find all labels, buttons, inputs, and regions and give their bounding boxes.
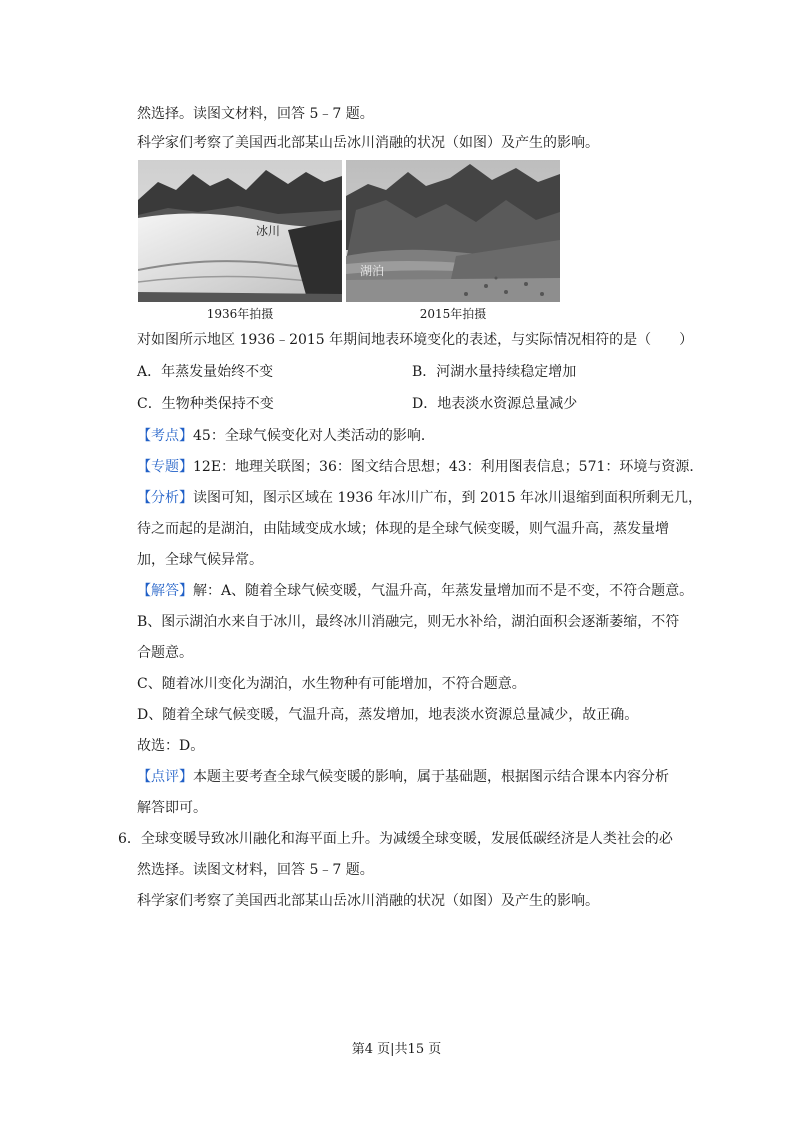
- dianping-line-1: [137, 767, 669, 787]
- jieda-line-1: [137, 581, 693, 601]
- intro-line-2: 科学家们考察了美国西北部某山岳冰川消融的状况（如图）及产生的影响。: [137, 135, 599, 151]
- fenxi-text-1: 读图可知，图示区域在 1936 年冰川广布，到 2015 年冰川退缩到面积所剩无几，: [193, 490, 703, 506]
- jieda-line-6: 故选：D。: [137, 738, 205, 754]
- option-c: C．生物种类保持不变: [137, 396, 274, 412]
- question-stem: 对如图所示地区 1936﹣2015 年期间地表环境变化的表述，与实际情况相符的是（ ）: [137, 332, 694, 348]
- jieda-line-2: B、图示湖泊水来自于冰川，最终冰川消融完，则无水补给，湖泊面积会逐渐萎缩，不符: [137, 614, 680, 630]
- dianping-line-2: 解答即可。: [137, 800, 207, 816]
- dianping-tag: 【点评】: [137, 769, 193, 785]
- caption-1936: 1936年拍摄: [206, 307, 274, 321]
- page-footer: 第4 页|共15 页: [351, 1042, 442, 1057]
- fenxi-line-2: 待之而起的是湖泊，由陆域变成水域；体现的是全球气候变暖，则气温升高，蒸发量增: [137, 521, 669, 537]
- jieda-text-1: 解：A、随着全球气候变暖，气温升高，年蒸发量增加而不是不变，不符合题意。: [193, 583, 694, 599]
- dianping-text-1: 本题主要考查全球气候变暖的影响，属于基础题，根据图示结合课本内容分析: [193, 769, 669, 785]
- q6-line-3: 科学家们考察了美国西北部某山岳冰川消融的状况（如图）及产生的影响。: [137, 893, 599, 909]
- photo-1936: [138, 160, 342, 322]
- option-b: B．河湖水量持续稳定增加: [412, 364, 577, 380]
- glacier-label: 冰川: [256, 224, 281, 238]
- jieda-line-4: C、随着冰川变化为湖泊，水生物种有可能增加，不符合题意。: [137, 676, 526, 692]
- fenxi-line-3: 加，全球气候异常。: [137, 552, 263, 568]
- jieda-line-3: 合题意。: [137, 645, 193, 661]
- kaodian-text: 45：全球气候变化对人类活动的影响．: [193, 428, 435, 444]
- fenxi-tag: 【分析】: [137, 490, 193, 506]
- fenxi-line-1: [137, 488, 702, 508]
- glacier-photo: [138, 160, 342, 302]
- zhuanti-text: 12E：地理关联图；36：图文结合思想；43：利用图表信息；571：环境与资源．: [193, 459, 704, 475]
- q6-line-1: 6．全球变暖导致冰川融化和海平面上升。为减缓全球变暖，发展低碳经济是人类社会的必: [118, 831, 673, 847]
- zhuanti-line: [137, 457, 703, 477]
- jieda-line-5: D、随着全球气候变暖，气温升高，蒸发增加，地表淡水资源总量减少，故正确。: [137, 707, 639, 723]
- option-a: A．年蒸发量始终不变: [137, 364, 274, 380]
- zhuanti-tag: 【专题】: [137, 459, 193, 475]
- option-d: D．地表淡水资源总量减少: [412, 396, 578, 412]
- q6-line-2: 然选择。读图文材料，回答 5﹣7 题。: [137, 862, 374, 878]
- kaodian-tag: 【考点】: [137, 428, 193, 444]
- intro-line-1: 然选择。读图文材料，回答 5﹣7 题。: [137, 106, 374, 122]
- jieda-tag: 【解答】: [137, 583, 193, 599]
- caption-2015: 2015年拍摄: [419, 307, 487, 321]
- lake-photo: [346, 160, 560, 302]
- kaodian-line: [137, 426, 435, 446]
- photo-2015: [346, 160, 560, 322]
- lake-label: 湖泊: [360, 264, 385, 278]
